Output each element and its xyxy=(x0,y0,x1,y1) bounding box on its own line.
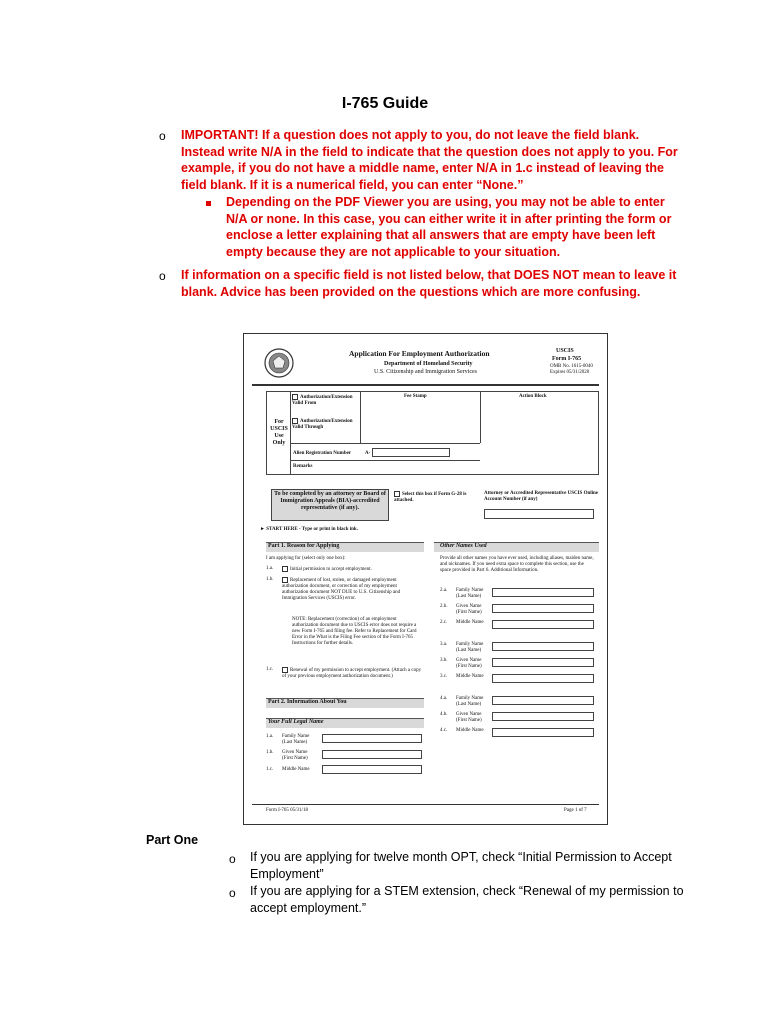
renewal-text: Renewal of my permission to accept employment. (Attach a copy of your previous employment authorization document.) xyxy=(282,668,422,680)
given-name-field xyxy=(322,750,422,759)
important-note: IMPORTANT! If a question does not apply to you, do not leave the field blank. Instead write N/A in the field to indicate that the question does not apply to you. For example, if you do not have a middle name, enter N/A in 1.c instead of leaving the field blank. If it is a numerical field, you can enter “None.” xyxy=(181,128,678,192)
other-name-field xyxy=(492,604,594,613)
hollow-bullet-icon: o xyxy=(229,886,236,900)
form-uscis: USCIS xyxy=(556,348,574,354)
valid-from-checkbox xyxy=(292,394,298,400)
other-field-label: Middle Name xyxy=(456,620,484,625)
part1-intro: I am applying for (select only one box): xyxy=(266,556,346,561)
valid-through-label: Authorization/Extension Valid Through xyxy=(292,419,353,431)
other-name-field xyxy=(492,696,594,705)
attorney-acct-field xyxy=(484,509,594,519)
replacement-checkbox xyxy=(282,577,288,583)
valid-from-label: Authorization/Extension Valid From xyxy=(292,395,353,407)
form-expires: Expires 05/31/2020 xyxy=(550,370,590,375)
other-name-field xyxy=(492,712,594,721)
alien-prefix: A- xyxy=(365,451,371,456)
part1-item-num: 1.c. xyxy=(266,667,274,672)
other-field-num: 4.b. xyxy=(440,712,448,717)
action-block-label: Action Block xyxy=(519,394,547,399)
other-name-field xyxy=(492,620,594,629)
initial-permission-text: Initial permission to accept employment. xyxy=(290,567,372,573)
other-field-label: Given Name (First Name) xyxy=(456,604,482,615)
other-name-field xyxy=(492,642,594,651)
hollow-bullet-icon: o xyxy=(229,852,236,866)
legal-name-heading: Your Full Legal Name xyxy=(268,719,324,725)
initial-permission-checkbox xyxy=(282,566,288,572)
other-field-label: Middle Name xyxy=(456,728,484,733)
other-field-num: 2.c. xyxy=(440,620,448,625)
replacement-text: Replacement of lost, stolen, or damaged employment authorization document, or correction of my employment authorization document NOT DUE to U.S. Citizenship and Immigration Services (USCIS) error. xyxy=(282,578,401,602)
other-field-num: 4.a. xyxy=(440,696,448,701)
family-name-field xyxy=(322,734,422,743)
hollow-bullet-icon: o xyxy=(159,129,166,143)
part2-title: Part 2. Information About You xyxy=(268,699,347,705)
other-field-num: 3.c. xyxy=(440,674,448,679)
other-field-label: Family Name (Last Name) xyxy=(456,588,484,599)
other-field-num: 3.b. xyxy=(440,658,448,663)
part-one-bullet-stem: If you are applying for a STEM extension, check “Renewal of my permission to accept employment.” xyxy=(250,884,684,915)
family-name-label: Family Name (Last Name) xyxy=(282,734,310,745)
other-field-num: 4.c. xyxy=(440,728,448,733)
form-agency-sub: U.S. Citizenship and Immigration Services xyxy=(374,369,477,375)
other-field-label: Given Name (First Name) xyxy=(456,712,482,723)
form-footer-left: Form I-765 05/31/18 xyxy=(266,808,308,813)
pdf-viewer-note: Depending on the PDF Viewer you are using, you may not be able to enter N/A or none. In this case, you can either write it in after printing the form or enclose a letter explaining that all answers that are empty have been left empty because they are not applicable to your situation. xyxy=(226,195,672,259)
part-one-bullet-opt: If you are applying for twelve month OPT, check “Initial Permission to Accept Employment” xyxy=(250,850,672,881)
alien-reg-label: Alien Registration Number xyxy=(293,451,352,456)
other-name-field xyxy=(492,674,594,683)
fee-stamp-label: Fee Stamp xyxy=(404,394,427,399)
form-number: Form I-765 xyxy=(552,356,582,362)
attorney-acct-label: Attorney or Accredited Representative USCIS Online Account Number (if any) xyxy=(484,491,599,502)
page-title: I-765 Guide xyxy=(341,95,429,112)
i765-form-image xyxy=(243,333,608,825)
other-name-field xyxy=(492,588,594,597)
part1-title: Part 1. Reason for Applying xyxy=(268,543,340,549)
hollow-bullet-icon: o xyxy=(159,269,166,283)
part1-item-num: 1.a. xyxy=(266,566,274,571)
form-title: Application For Employment Authorization xyxy=(349,349,490,358)
other-field-num: 2.a. xyxy=(440,588,448,593)
middle-name-label: Middle Name xyxy=(282,767,310,772)
dhs-seal-icon xyxy=(264,348,294,378)
for-uscis-use-only: For USCIS Use Only xyxy=(270,419,288,446)
square-bullet-icon xyxy=(206,201,211,206)
other-field-label: Family Name (Last Name) xyxy=(456,642,484,653)
note-text: NOTE: Replacement (correction) of an employment authorization document due to USCIS error does not require a new Form I-765 and filing fee. Refer to Replacement for Card Error in the What is the Filing Fee section of the Form I-765 Instructions for further details. xyxy=(292,617,417,646)
field-num: 1.b. xyxy=(266,750,274,755)
other-field-label: Family Name (Last Name) xyxy=(456,696,484,707)
other-names-title: Other Names Used xyxy=(440,543,487,549)
form-omb: OMB No. 1615-0040 xyxy=(550,364,593,369)
blank-field-note: If information on a specific field is not listed below, that DOES NOT mean to leave it blank. Advice has been provided on the questions which are more confusing. xyxy=(181,268,677,299)
renewal-checkbox xyxy=(282,667,288,673)
other-field-num: 2.b. xyxy=(440,604,448,609)
other-names-intro: Provide all other names you have ever used, including aliases, maiden name, and nicknames. If you need extra space to complete this section, use the space provided in Part 6. Additional Information. xyxy=(440,556,594,573)
other-name-field xyxy=(492,658,594,667)
alien-reg-field xyxy=(372,448,450,457)
form-agency: Department of Homeland Security xyxy=(384,361,473,367)
header-rule xyxy=(252,384,599,386)
other-name-field xyxy=(492,728,594,737)
middle-name-field xyxy=(322,765,422,774)
attorney-text: To be completed by an attorney or Board of Immigration Appeals (BIA)-accredited representative (if any). xyxy=(274,491,386,511)
valid-through-checkbox xyxy=(292,418,298,424)
remarks-label: Remarks xyxy=(293,464,313,469)
part-one-heading: Part One xyxy=(146,833,199,847)
g28-text: Select this box if Form G-28 is attached. xyxy=(394,492,467,504)
field-num: 1.c. xyxy=(266,767,274,772)
other-field-label: Middle Name xyxy=(456,674,484,679)
other-field-label: Given Name (First Name) xyxy=(456,658,482,669)
other-field-num: 3.a. xyxy=(440,642,448,647)
given-name-label: Given Name (First Name) xyxy=(282,750,308,761)
start-here: ► START HERE - Type or print in black ink. xyxy=(260,527,358,532)
field-num: 1.a. xyxy=(266,734,274,739)
g28-checkbox xyxy=(394,491,400,497)
part1-item-num: 1.b. xyxy=(266,577,274,582)
form-footer-right: Page 1 of 7 xyxy=(564,808,587,813)
